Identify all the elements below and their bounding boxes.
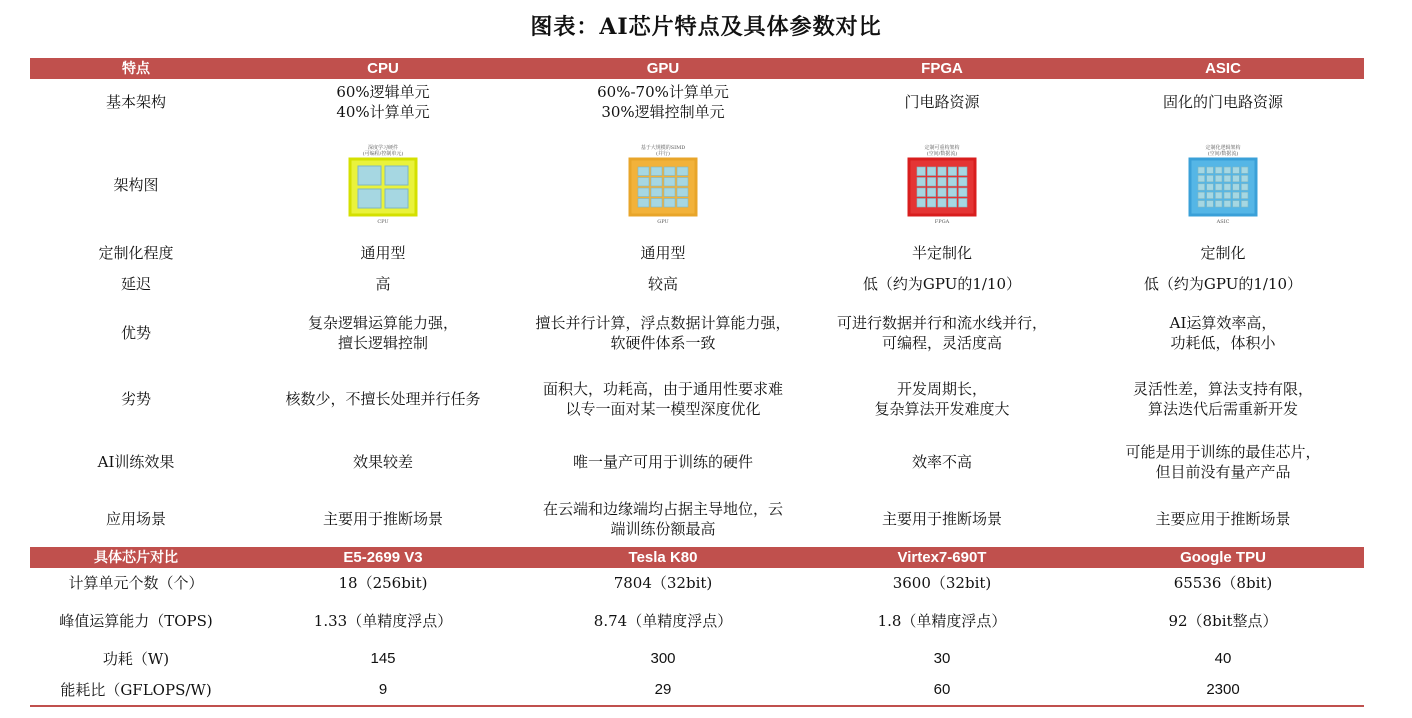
table-row-diagrams (30, 140, 1364, 230)
table-row (30, 609, 1364, 633)
diagram-unit (927, 167, 935, 176)
asic-architecture-diagram (1082, 140, 1364, 230)
row-label: 优势 (120, 324, 151, 342)
asic-grid-diagram (1188, 157, 1258, 219)
table-cell: 9 (378, 681, 388, 698)
diagram-unit (959, 198, 967, 207)
diagram-unit (1198, 200, 1205, 206)
table-row (30, 678, 1364, 702)
table-cell: 主要用于推断场景 (322, 510, 443, 528)
table-cell: 8.74（单精度浮点） (593, 612, 733, 630)
table-cell: 65536（8bit) (1173, 574, 1273, 592)
header-cell: CPU (367, 59, 399, 77)
diagram-unit (1207, 200, 1214, 206)
diagram-unit (1241, 183, 1248, 189)
diagram-unit (358, 166, 381, 185)
diagram-unit (638, 198, 649, 207)
diagram-unit (959, 188, 967, 197)
table-cell: 40 (1214, 650, 1232, 667)
table-cell: 门电路资源 (904, 93, 980, 111)
diagram-unit (1215, 175, 1222, 181)
diagram-name: CPU (377, 218, 389, 225)
diagram-unit (677, 177, 688, 186)
diagram-unit (948, 188, 956, 197)
diagram-unit (677, 188, 688, 197)
row-label: 架构图 (113, 176, 159, 194)
table-cell: 定制化 (1200, 244, 1246, 262)
table-row (30, 571, 1364, 595)
diagram-unit (959, 167, 967, 176)
diagram-unit (1233, 167, 1240, 173)
table-cell: 可能是用于训练的最佳芯片， 但目前没有量产产品 (1125, 443, 1321, 481)
diagram-unit (1224, 183, 1231, 189)
table-cell: 半定制化 (911, 244, 972, 262)
diagram-unit (938, 198, 946, 207)
gpu-grid-diagram (628, 157, 698, 219)
table-cell: 低（约为GPU的1/10） (862, 275, 1022, 293)
diagram-unit (664, 198, 675, 207)
table-cell: AI运算效率高， 功耗低，体积小 (1169, 314, 1277, 352)
table-header-chips (30, 547, 1364, 568)
table-row (30, 272, 1364, 296)
diagram-unit (948, 198, 956, 207)
diagram-unit (1233, 175, 1240, 181)
header-cell: 特点 (122, 60, 150, 77)
table-cell: 主要应用于推断场景 (1155, 510, 1291, 528)
table-row (30, 241, 1364, 265)
diagram-unit (651, 177, 662, 186)
diagram-unit (1233, 192, 1240, 198)
diagram-unit (938, 188, 946, 197)
diagram-unit (651, 167, 662, 176)
gpu-architecture-diagram (524, 140, 802, 230)
table-cell: 较高 (647, 275, 678, 293)
header-cell: GPU (646, 59, 680, 77)
table-cell: 低（约为GPU的1/10） (1143, 275, 1303, 293)
diagram-unit (1207, 192, 1214, 198)
table-cell: 在云端和边缘端均占据主导地位，云 端训练份额最高 (542, 500, 783, 538)
table-row (30, 312, 1364, 354)
header-cell: Tesla K80 (628, 548, 698, 566)
diagram-unit (1198, 175, 1205, 181)
diagram-unit (938, 167, 946, 176)
row-label: 计算单元个数（个） (68, 574, 204, 592)
table-cell: 30 (933, 650, 951, 667)
diagram-unit (638, 167, 649, 176)
diagram-unit (385, 189, 408, 208)
table-cell: 145 (370, 650, 396, 667)
table-header-features (30, 58, 1364, 79)
diagram-unit (664, 177, 675, 186)
page-title: 图表：AI芯片特点及具体参数对比 (530, 14, 882, 40)
diagram-unit (917, 177, 925, 186)
diagram-unit (1215, 183, 1222, 189)
diagram-unit (1233, 183, 1240, 189)
diagram-unit (358, 189, 381, 208)
diagram-unit (1241, 192, 1248, 198)
diagram-unit (385, 166, 408, 185)
diagram-unit (1198, 167, 1205, 173)
diagram-unit (1224, 167, 1231, 173)
diagram-unit (959, 177, 967, 186)
diagram-unit (1224, 192, 1231, 198)
table-cell: 1.33（单精度浮点） (313, 612, 453, 630)
table-cell: 灵活性差，算法支持有限， 算法迭代后需重新开发 (1132, 380, 1313, 418)
row-label: 延迟 (120, 275, 151, 293)
header-cell: FPGA (921, 59, 963, 77)
diagram-unit (1215, 192, 1222, 198)
table-cell: 92（8bit整点） (1168, 612, 1278, 630)
row-label: 应用场景 (105, 510, 166, 528)
table-cell: 效果较差 (352, 453, 413, 471)
table-cell: 高 (375, 275, 391, 293)
table-cell: 可进行数据并行和流水线并行， 可编程，灵活度高 (836, 314, 1047, 352)
diagram-unit (1241, 200, 1248, 206)
fpga-grid-diagram (907, 157, 977, 219)
diagram-unit (1198, 192, 1205, 198)
table-cell: 通用型 (360, 244, 406, 262)
header-cell: E5-2699 V3 (343, 548, 423, 566)
table-cell: 固化的门电路资源 (1162, 93, 1283, 111)
table-cell: 29 (654, 681, 672, 698)
diagram-caption: 定制化逻辑架构 (空间/数据流) (1205, 144, 1241, 157)
cpu-architecture-diagram (242, 140, 524, 230)
table-cell: 18（256bit) (338, 574, 428, 592)
header-cell: ASIC (1205, 59, 1241, 77)
diagram-unit (1224, 175, 1231, 181)
table-cell: 300 (650, 650, 676, 667)
table-cell: 核数少，不擅长处理并行任务 (285, 390, 481, 408)
table-cell: 面积大，功耗高，由于通用性要求难 以专一面对某一模型深度优化 (542, 380, 783, 418)
diagram-unit (651, 198, 662, 207)
diagram-name: ASIC (1216, 218, 1230, 225)
table-cell: 60%逻辑单元 40%计算单元 (336, 83, 430, 121)
diagram-unit (1215, 167, 1222, 173)
diagram-unit (1207, 167, 1214, 173)
table-cell: 60 (933, 681, 951, 698)
cpu-grid-diagram (348, 157, 418, 219)
diagram-unit (917, 198, 925, 207)
row-label: 峰值运算能力（TOPS) (59, 612, 213, 630)
diagram-unit (677, 167, 688, 176)
diagram-unit (927, 177, 935, 186)
table-cell: 3600（32bit) (892, 574, 992, 592)
table-cell: 擅长并行计算，浮点数据计算能力强， 软硬件体系一致 (535, 314, 791, 352)
table-row (30, 441, 1364, 483)
diagram-caption: 基于大规模的SIMD (并行) (640, 144, 686, 157)
diagram-unit (927, 198, 935, 207)
diagram-caption: 深度学习硬件 (可编程/控制单元) (362, 144, 404, 157)
row-label: 能耗比（GFLOPS/W) (60, 681, 212, 699)
diagram-unit (1207, 175, 1214, 181)
diagram-unit (1207, 183, 1214, 189)
table-cell: 7804（32bit) (613, 574, 713, 592)
table-row (30, 378, 1364, 420)
table-cell: 唯一量产可用于训练的硬件 (572, 453, 753, 471)
fpga-architecture-diagram (802, 140, 1082, 230)
diagram-unit (1241, 167, 1248, 173)
table-row (30, 647, 1364, 671)
diagram-name: GPU (657, 218, 669, 225)
row-label: 劣势 (120, 390, 151, 408)
diagram-unit (917, 188, 925, 197)
diagram-unit (948, 167, 956, 176)
diagram-unit (938, 177, 946, 186)
row-label: 定制化程度 (98, 244, 174, 262)
table-cell: 复杂逻辑运算能力强， 擅长逻辑控制 (307, 314, 458, 352)
table-cell: 1.8（单精度浮点） (877, 612, 1007, 630)
row-label: 基本架构 (105, 93, 166, 111)
diagram-unit (664, 167, 675, 176)
table-cell: 通用型 (640, 244, 686, 262)
row-label: 功耗（W) (102, 650, 170, 668)
table-cell: 效率不高 (911, 453, 972, 471)
diagram-unit (638, 188, 649, 197)
table-row (30, 498, 1364, 540)
diagram-unit (1198, 183, 1205, 189)
diagram-unit (677, 198, 688, 207)
table-bottom-rule (30, 705, 1364, 707)
table-cell: 60%-70%计算单元 30%逻辑控制单元 (597, 83, 729, 121)
table-row (30, 81, 1364, 123)
diagram-unit (1241, 175, 1248, 181)
diagram-name: FPGA (934, 218, 950, 225)
diagram-unit (1215, 200, 1222, 206)
diagram-unit (948, 177, 956, 186)
header-cell: 具体芯片对比 (94, 549, 178, 566)
diagram-unit (1233, 200, 1240, 206)
header-cell: Virtex7-690T (897, 548, 987, 566)
diagram-unit (638, 177, 649, 186)
diagram-unit (927, 188, 935, 197)
table-cell: 2300 (1206, 681, 1240, 698)
diagram-unit (664, 188, 675, 197)
table-cell: 主要用于推断场景 (881, 510, 1002, 528)
table-cell: 开发周期长， 复杂算法开发难度大 (874, 380, 1010, 418)
diagram-caption: 定制可重构架构 (空间/数据流) (924, 144, 960, 157)
row-label: AI训练效果 (97, 453, 175, 471)
diagram-unit (651, 188, 662, 197)
diagram-unit (917, 167, 925, 176)
header-cell: Google TPU (1180, 548, 1266, 566)
diagram-unit (1224, 200, 1231, 206)
